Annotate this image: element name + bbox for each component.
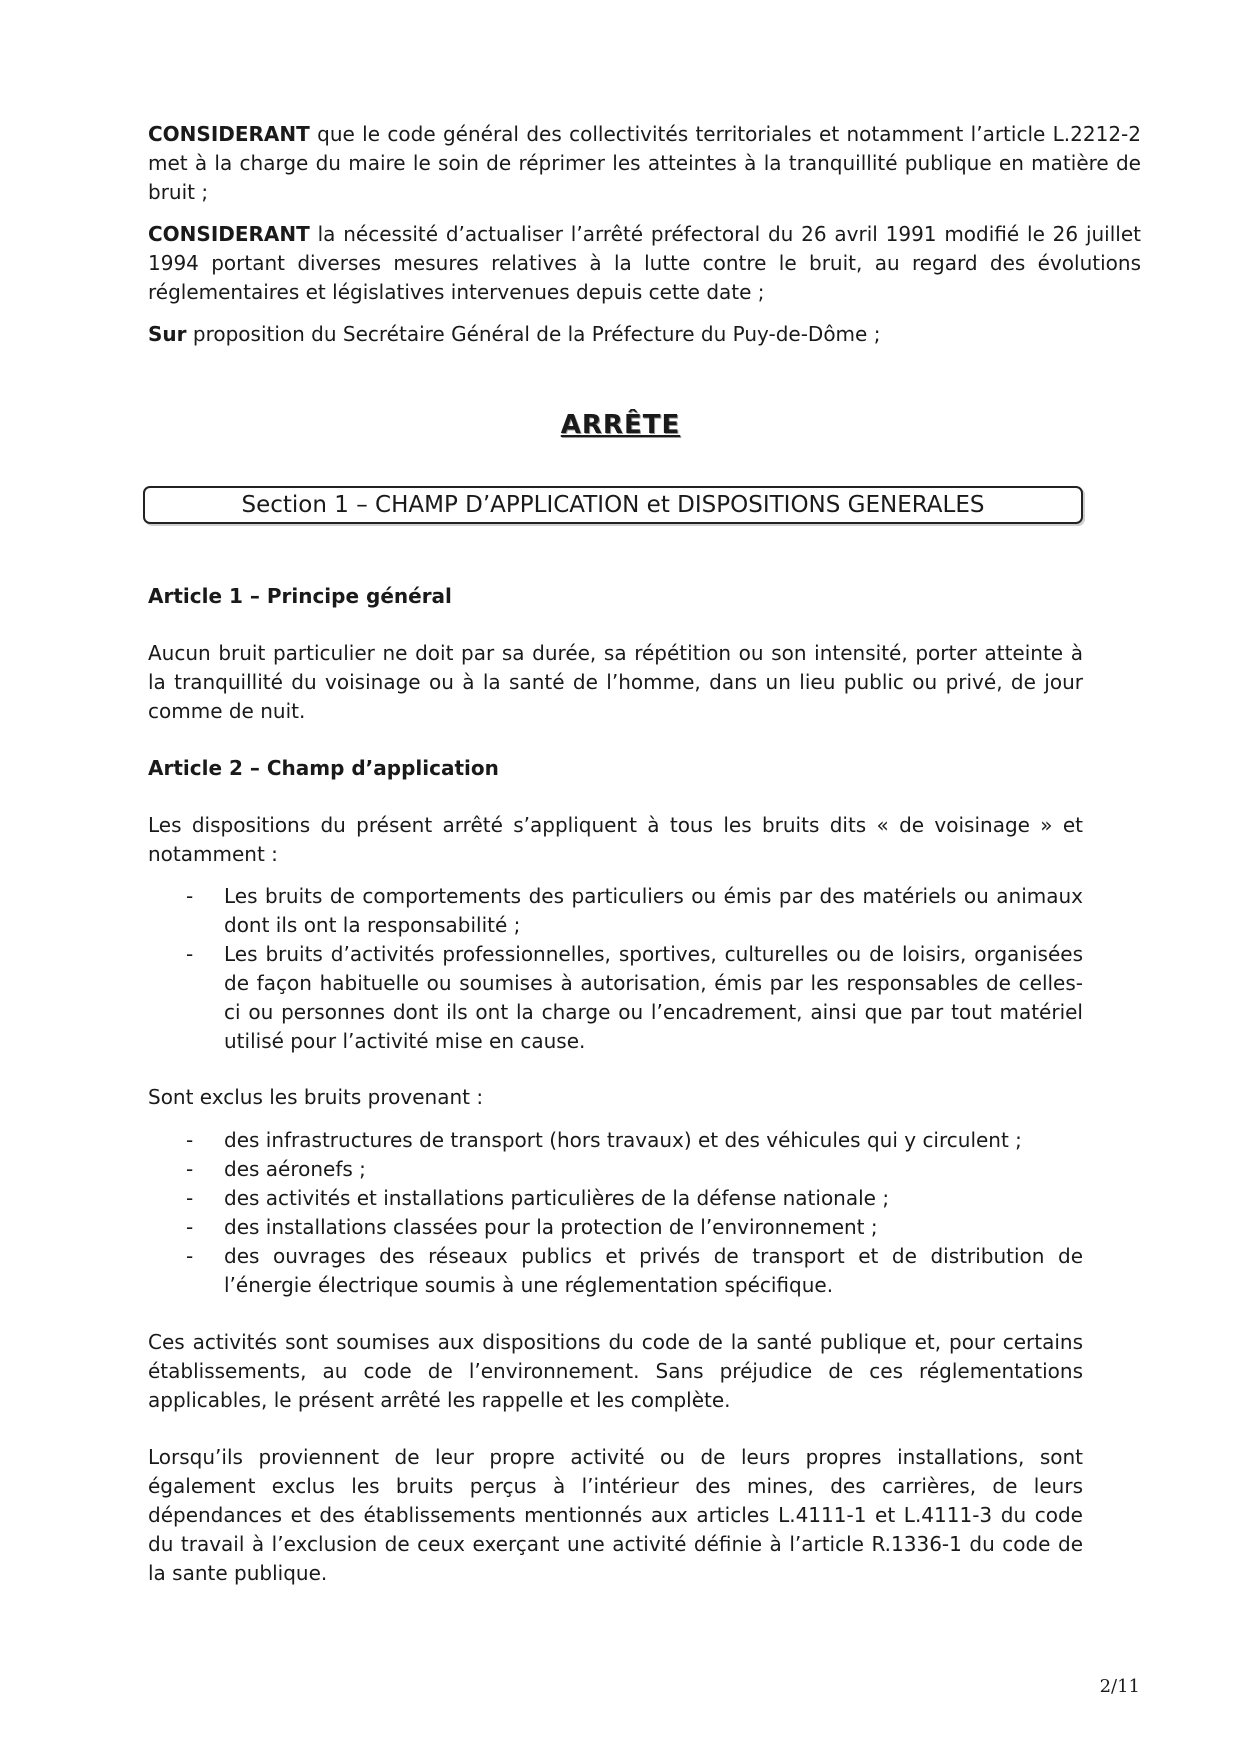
considerant-lead: CONSIDERANT xyxy=(148,222,310,246)
dash-bullet: - xyxy=(186,1128,194,1152)
list-item-text: des activités et installations particulières de la défense nationale ; xyxy=(224,1186,890,1210)
article-1-heading: Article 1 – Principe général xyxy=(148,584,452,608)
list-item xyxy=(148,1242,1083,1300)
dash-bullet: - xyxy=(186,884,194,908)
list-item-text: des ouvrages des réseaux publics et privés de transport et de distribution de l’énergie électrique soumis à une réglementation spécifique. xyxy=(224,1244,1083,1297)
arrete-title: ARRÊTE xyxy=(560,410,681,440)
dash-bullet: - xyxy=(186,942,194,966)
list-item xyxy=(148,1155,1083,1184)
section-1-title: Section 1 – CHAMP D’APPLICATION et DISPOSITIONS GENERALES xyxy=(241,492,985,518)
dash-bullet: - xyxy=(186,1215,194,1239)
list-item-text: des installations classées pour la protection de l’environnement ; xyxy=(224,1215,878,1239)
article-2-heading: Article 2 – Champ d’application xyxy=(148,756,499,780)
article-1-text: Aucun bruit particulier ne doit par sa durée, sa répétition ou son intensité, porter atteinte à la tranquillité du voisinage ou à la santé de l’homme, dans un lieu public ou privé, de jour comme de nuit. xyxy=(148,641,1083,723)
considerant-text: que le code général des collectivités territoriales et notamment l’article L.2212-2 met à la charge du maire le soin de réprimer les atteintes à la tranquillité publique en matière de bruit ; xyxy=(148,122,1141,204)
dash-bullet: - xyxy=(186,1244,194,1268)
article-2-intro: Les dispositions du présent arrêté s’appliquent à tous les bruits dits « de voisinage » et notamment : xyxy=(148,813,1083,866)
list-item xyxy=(148,1184,1083,1213)
considerant-paragraph-1 xyxy=(148,120,1141,207)
list-item-text: Les bruits de comportements des particuliers ou émis par des matériels ou animaux dont ils ont la responsabilité ; xyxy=(224,884,1083,937)
proposition-text: proposition du Secrétaire Général de la Préfecture du Puy-de-Dôme ; xyxy=(186,322,881,346)
section-1-box xyxy=(143,486,1083,524)
excluded-noise-list xyxy=(148,1126,1083,1300)
included-noise-list xyxy=(148,882,1083,1056)
activities-paragraph: Ces activités sont soumises aux dispositions du code de la santé publique et, pour certains établissements, au code de l’environnement. Sans préjudice de ces réglementations applicables, le présent arrêté les rappelle et les complète. xyxy=(148,1330,1083,1412)
considerant-lead: CONSIDERANT xyxy=(148,122,310,146)
list-item xyxy=(148,882,1083,940)
considerant-paragraph-2 xyxy=(148,220,1141,307)
excluded-intro: Sont exclus les bruits provenant : xyxy=(148,1085,484,1109)
considerant-text: la nécessité d’actualiser l’arrêté préfectoral du 26 avril 1991 modifié le 26 juillet 1994 portant diverses mesures relatives à la lutte contre le bruit, au regard des évolutions réglementaires et législatives intervenues depuis cette date ; xyxy=(148,222,1141,304)
list-item xyxy=(148,1126,1083,1155)
list-item-text: Les bruits d’activités professionnelles, sportives, culturelles ou de loisirs, organisées de façon habituelle ou soumises à autorisation, émis par les responsables de celles-ci ou personnes dont ils ont la charge ou l’encadrement, ainsi que par tout matériel utilisé pour l’activité mise en cause. xyxy=(224,942,1083,1053)
proposition-paragraph xyxy=(148,320,1141,349)
proposition-lead: Sur xyxy=(148,322,187,346)
dash-bullet: - xyxy=(186,1157,194,1181)
page-number: 2/11 xyxy=(1099,1676,1140,1697)
list-item xyxy=(148,940,1083,1056)
list-item-text: des aéronefs ; xyxy=(224,1157,366,1181)
dash-bullet: - xyxy=(186,1186,194,1210)
list-item-text: des infrastructures de transport (hors travaux) et des véhicules qui y circulent ; xyxy=(224,1128,1022,1152)
mines-paragraph: Lorsqu’ils proviennent de leur propre activité ou de leurs propres installations, sont également exclus les bruits perçus à l’intérieur des mines, des carrières, de leurs dépendances et des établissements mentionnés aux articles L.4111-1 et L.4111-3 du code du travail à l’exclusion de ceux exerçant une activité définie à l’article R.1336-1 du code de la sante publique. xyxy=(148,1445,1083,1585)
list-item xyxy=(148,1213,1083,1242)
